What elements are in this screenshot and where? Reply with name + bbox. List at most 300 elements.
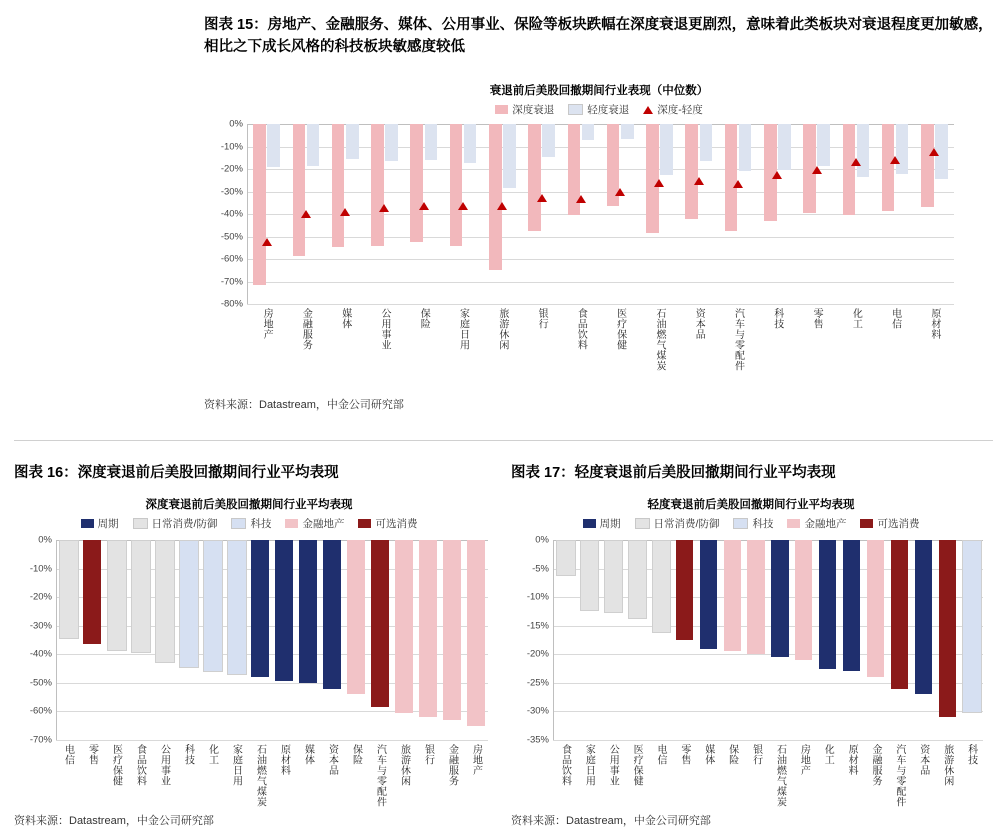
chart-17-plot <box>526 534 983 746</box>
x-axis-tick-text: 汽车与零配件 <box>732 308 744 371</box>
bar-mild-recession <box>542 124 555 157</box>
bar-group <box>326 124 365 304</box>
y-axis-tick-label: -20% <box>526 648 549 660</box>
marker-diff <box>301 210 311 218</box>
chart-15-legend <box>204 96 994 117</box>
x-axis-tick-text: 电信 <box>655 744 666 765</box>
exhibit-15-title <box>204 14 994 59</box>
x-axis-tick-label <box>836 308 875 371</box>
y-axis-tick-label: -60% <box>220 253 243 265</box>
bar-group <box>720 540 744 740</box>
x-axis-tick-text: 金融服务 <box>870 744 882 786</box>
marker-diff <box>890 156 900 164</box>
x-axis-tick-text: 媒体 <box>339 308 351 329</box>
chart-15-x-labels <box>247 308 954 371</box>
bar-group <box>483 124 522 304</box>
y-axis-tick-label: -30% <box>220 186 243 197</box>
x-axis-tick-label <box>640 308 679 371</box>
x-axis-tick-label <box>404 308 443 371</box>
y-axis-tick-label: -50% <box>220 231 243 242</box>
bar-group <box>959 540 983 740</box>
x-axis-tick-label <box>247 308 286 371</box>
marker-diff <box>379 204 389 212</box>
bar-group <box>104 540 128 740</box>
bar-deep-recession <box>332 124 345 247</box>
x-axis-tick-text: 医疗保健 <box>110 744 122 786</box>
legend-item <box>495 102 554 117</box>
x-axis-tick-text: 电信 <box>889 308 901 329</box>
legend-label: 周期 <box>97 518 119 530</box>
chart-16-title: 深度衰退前后美股回撤期间行业平均表现 <box>145 499 353 511</box>
x-axis-tick-text: 银行 <box>536 308 548 329</box>
x-axis-tick-text: 资本品 <box>326 744 338 776</box>
bar <box>867 540 884 677</box>
y-axis-tick-label: 0% <box>535 534 549 546</box>
x-axis-tick-text: 旅游休闲 <box>941 744 953 786</box>
y-axis-tick-label: -30% <box>526 705 549 717</box>
legend-item <box>231 516 271 531</box>
x-axis-tick-label <box>797 308 836 371</box>
y-axis-tick-label: 0% <box>38 534 52 546</box>
marker-diff <box>851 158 861 166</box>
x-axis-tick-text: 金融服务 <box>446 744 458 786</box>
legend-swatch-icon <box>133 518 148 529</box>
bar-group <box>404 124 443 304</box>
chart-17-x-labels <box>553 744 983 807</box>
bar <box>891 540 908 689</box>
marker-diff <box>419 202 429 210</box>
bar-group <box>248 540 272 740</box>
grid-line <box>56 740 488 741</box>
y-axis-tick-label: -50% <box>29 677 52 689</box>
x-axis-tick-label <box>744 744 768 807</box>
marker-diff <box>733 180 743 188</box>
x-axis-tick-label <box>679 308 718 371</box>
legend-swatch-icon <box>860 519 873 528</box>
legend-item <box>568 102 629 117</box>
x-axis-tick-text: 保险 <box>350 744 362 765</box>
legend-item <box>583 516 621 531</box>
x-axis-tick-text: 医疗保健 <box>614 308 626 350</box>
bar-deep-recession <box>528 124 541 231</box>
x-axis-tick-label <box>152 744 176 807</box>
exhibit-17-title: 图表 17：轻度衰退前后美股回撤期间行业平均表现 <box>511 465 836 481</box>
bar <box>747 540 764 654</box>
legend-marker-icon <box>643 106 653 114</box>
bar-deep-recession <box>371 124 384 246</box>
x-axis-tick-label <box>601 744 625 807</box>
x-axis-tick-label <box>56 744 80 807</box>
x-axis-tick-label <box>553 744 577 807</box>
x-axis-tick-label <box>365 308 404 371</box>
bar <box>819 540 836 669</box>
y-axis-tick-label: -70% <box>29 734 52 746</box>
chart-17-source: 资料来源：Datastream，中金公司研究部 <box>511 815 711 827</box>
y-axis-tick-label: -25% <box>526 677 549 689</box>
bar-mild-recession <box>582 124 595 140</box>
x-axis-tick-label <box>104 744 128 807</box>
x-axis-tick-label <box>440 744 464 807</box>
bar <box>939 540 956 717</box>
x-axis-tick-label <box>792 744 816 807</box>
legend-swatch-icon <box>635 518 650 529</box>
bar-group <box>792 540 816 740</box>
legend-label: 日常消费/防御 <box>151 518 218 530</box>
legend-label: 科技 <box>250 518 272 530</box>
bar-group <box>649 540 673 740</box>
legend-swatch-icon <box>583 519 596 528</box>
legend-item <box>643 102 703 117</box>
bar-group <box>152 540 176 740</box>
bar-mild-recession <box>660 124 673 175</box>
x-axis-tick-label <box>286 308 325 371</box>
bar-group <box>816 540 840 740</box>
x-axis-tick-text: 零售 <box>811 308 823 329</box>
x-axis-tick-label <box>248 744 272 807</box>
y-axis-tick-label: 0% <box>229 118 243 130</box>
x-axis-tick-label <box>696 744 720 807</box>
x-axis-tick-text: 石油燃气煤炭 <box>774 744 786 807</box>
x-axis-tick-text: 石油燃气煤炭 <box>653 308 665 371</box>
x-axis-tick-text: 汽车与零配件 <box>893 744 905 807</box>
bar-mild-recession <box>778 124 791 170</box>
x-axis-tick-text: 旅游休闲 <box>496 308 508 350</box>
chart-15-source: 资料来源：Datastream，中金公司研究部 <box>204 399 404 411</box>
marker-diff <box>340 208 350 216</box>
bar <box>395 540 412 713</box>
grid-line <box>553 740 983 741</box>
x-axis-tick-label <box>176 744 200 807</box>
bar-deep-recession <box>882 124 895 211</box>
x-axis-tick-label <box>649 744 673 807</box>
y-axis-tick-label: -40% <box>29 648 52 660</box>
legend-item <box>133 516 218 531</box>
chart-17-legend <box>511 510 991 531</box>
exhibit-15-title-text: 图表 15：房地产、金融服务、媒体、公用事业、保险等板块跌幅在深度衰退更剧烈，意味着此类板块对衰退程度更加敏感，相比之下成长风格的科技板块敏感度较低 <box>204 17 993 56</box>
x-axis-tick-text: 化工 <box>206 744 218 765</box>
legend-swatch-icon <box>733 518 748 529</box>
bar <box>915 540 932 694</box>
marker-diff <box>576 195 586 203</box>
x-axis-tick-text: 科技 <box>182 744 194 765</box>
bar-deep-recession <box>410 124 423 242</box>
x-axis-tick-label <box>522 308 561 371</box>
x-axis-tick-text: 食品饮料 <box>559 744 571 786</box>
bar-series-group <box>247 124 954 304</box>
bar <box>107 540 126 651</box>
x-axis-tick-text: 银行 <box>422 744 434 765</box>
x-axis-tick-text: 公用事业 <box>158 744 170 786</box>
bar-mild-recession <box>385 124 398 161</box>
bar-deep-recession <box>725 124 738 231</box>
x-axis-tick-text: 零售 <box>86 744 98 765</box>
x-axis-tick-text: 石油燃气煤炭 <box>254 744 266 807</box>
x-axis-tick-label <box>768 744 792 807</box>
x-axis-tick-text: 旅游休闲 <box>398 744 410 786</box>
x-axis-tick-text: 房地产 <box>798 744 810 776</box>
bar-group <box>577 540 601 740</box>
y-axis-tick-label: -15% <box>526 620 549 632</box>
legend-label: 轻度衰退 <box>587 104 630 116</box>
y-axis-tick-label: -10% <box>29 563 52 575</box>
legend-label: 可选消费 <box>877 518 920 530</box>
x-axis-tick-text: 保险 <box>726 744 738 765</box>
x-axis-tick-label <box>392 744 416 807</box>
bar <box>227 540 246 675</box>
bar <box>556 540 575 576</box>
bar <box>347 540 364 694</box>
bar-mild-recession <box>700 124 713 161</box>
x-axis-tick-text: 汽车与零配件 <box>374 744 386 807</box>
y-axis-tick-label: -60% <box>29 705 52 717</box>
legend-swatch-icon <box>358 519 371 528</box>
exhibit-16-title: 图表 16：深度衰退前后美股回撤期间行业平均表现 <box>14 465 339 481</box>
bar <box>604 540 623 613</box>
bar-group <box>368 540 392 740</box>
bar-group <box>56 540 80 740</box>
bar-deep-recession <box>253 124 266 285</box>
bar-group <box>272 540 296 740</box>
legend-label: 周期 <box>599 518 621 530</box>
bar-series-group <box>553 540 983 740</box>
legend-label: 可选消费 <box>375 518 418 530</box>
bar-group <box>744 540 768 740</box>
y-axis-tick-label: -20% <box>29 591 52 603</box>
x-axis-tick-text: 资本品 <box>693 308 705 340</box>
x-axis-tick-label <box>443 308 482 371</box>
marker-diff <box>262 238 272 246</box>
bar-deep-recession <box>293 124 306 256</box>
bar-group <box>836 124 875 304</box>
bar-group <box>887 540 911 740</box>
bar-group <box>561 124 600 304</box>
bar <box>251 540 268 677</box>
chart-16-legend <box>14 510 484 531</box>
legend-label: 金融地产 <box>804 518 847 530</box>
bar-mild-recession <box>346 124 359 159</box>
y-axis-tick-label: -35% <box>526 734 549 746</box>
bar-series-group <box>56 540 488 740</box>
y-axis-tick-label: -80% <box>220 298 243 310</box>
bar-deep-recession <box>843 124 856 215</box>
marker-diff <box>497 202 507 210</box>
marker-diff <box>694 177 704 185</box>
x-axis-tick-text: 媒体 <box>702 744 714 765</box>
x-axis-tick-label <box>915 308 954 371</box>
bar-group <box>443 124 482 304</box>
chart-16-plot <box>29 534 488 746</box>
x-axis-tick-label <box>80 744 104 807</box>
x-axis-tick-label <box>320 744 344 807</box>
y-axis-tick-label: -70% <box>220 276 243 287</box>
x-axis-tick-label <box>876 308 915 371</box>
bar-group <box>640 124 679 304</box>
bar-group <box>672 540 696 740</box>
x-axis-tick-label <box>326 308 365 371</box>
x-axis-tick-label <box>816 744 840 807</box>
bar-group <box>224 540 248 740</box>
marker-diff <box>772 171 782 179</box>
bar-mild-recession <box>857 124 870 177</box>
x-axis-tick-label <box>864 744 888 807</box>
legend-label: 金融地产 <box>302 518 345 530</box>
x-axis-tick-label <box>344 744 368 807</box>
x-axis-tick-text: 食品饮料 <box>134 744 146 786</box>
bar-group <box>911 540 935 740</box>
bar-mild-recession <box>896 124 909 174</box>
bar <box>443 540 460 720</box>
bar-mild-recession <box>267 124 280 167</box>
x-axis-tick-text: 电信 <box>62 744 74 765</box>
x-axis-tick-text: 原材料 <box>928 308 940 340</box>
bar <box>652 540 671 633</box>
marker-diff <box>615 188 625 196</box>
bar-group <box>296 540 320 740</box>
bar <box>467 540 484 726</box>
grid-line <box>247 304 954 305</box>
x-axis-tick-text: 家庭日用 <box>457 308 469 350</box>
x-axis-tick-text: 化工 <box>822 744 834 765</box>
bar-deep-recession <box>685 124 698 219</box>
legend-label: 日常消费/防御 <box>653 518 720 530</box>
bar-group <box>696 540 720 740</box>
bar <box>700 540 717 649</box>
bar <box>962 540 981 713</box>
bar-group <box>416 540 440 740</box>
x-axis-tick-label <box>672 744 696 807</box>
bar <box>795 540 812 660</box>
x-axis-tick-text: 科技 <box>965 744 977 765</box>
bar <box>580 540 599 611</box>
chart-15-title: 衰退前后美股回撤期间行业表现（中位数） <box>489 85 709 97</box>
bar-group <box>768 540 792 740</box>
bar <box>628 540 647 619</box>
x-axis-tick-text: 原材料 <box>278 744 290 776</box>
x-axis-tick-label <box>959 744 983 807</box>
bar <box>155 540 174 663</box>
bar <box>724 540 741 651</box>
marker-diff <box>929 148 939 156</box>
x-axis-tick-label <box>368 744 392 807</box>
bar-group <box>553 540 577 740</box>
y-axis-tick-label: -10% <box>220 141 243 152</box>
chart-15-plot <box>220 118 954 310</box>
divider <box>14 440 993 441</box>
legend-swatch-icon <box>568 104 583 115</box>
x-axis-tick-label <box>758 308 797 371</box>
bar <box>275 540 292 681</box>
bar-group <box>464 540 488 740</box>
bar-group <box>392 540 416 740</box>
bar-group <box>935 540 959 740</box>
legend-item <box>733 516 773 531</box>
bar-mild-recession <box>739 124 752 171</box>
chart-16-x-labels <box>56 744 488 807</box>
bar <box>59 540 78 639</box>
bar-group <box>758 124 797 304</box>
bar-group <box>128 540 152 740</box>
x-axis-tick-text: 公用事业 <box>378 308 390 350</box>
bar-deep-recession <box>489 124 502 270</box>
bar <box>203 540 222 672</box>
x-axis-tick-text: 公用事业 <box>607 744 619 786</box>
bar-mild-recession <box>425 124 438 160</box>
legend-swatch-icon <box>495 105 508 114</box>
x-axis-tick-label <box>200 744 224 807</box>
x-axis-tick-label <box>224 744 248 807</box>
bar-mild-recession <box>464 124 477 163</box>
bar <box>371 540 388 707</box>
bar-deep-recession <box>450 124 463 246</box>
x-axis-tick-text: 零售 <box>678 744 690 765</box>
legend-item <box>635 516 720 531</box>
bar <box>843 540 860 671</box>
legend-item <box>285 516 344 531</box>
bar <box>419 540 436 717</box>
x-axis-tick-label <box>840 744 864 807</box>
bar-group <box>718 124 757 304</box>
bar-group <box>286 124 325 304</box>
bar <box>676 540 693 640</box>
marker-diff <box>458 202 468 210</box>
legend-label: 深度-轻度 <box>657 104 703 116</box>
bar-mild-recession <box>307 124 320 166</box>
x-axis-tick-label <box>416 744 440 807</box>
bar-group <box>176 540 200 740</box>
legend-swatch-icon <box>81 519 94 528</box>
x-axis-tick-text: 房地产 <box>470 744 482 776</box>
legend-swatch-icon <box>285 519 298 528</box>
x-axis-tick-text: 原材料 <box>846 744 858 776</box>
bar-group <box>864 540 888 740</box>
x-axis-tick-text: 家庭日用 <box>230 744 242 786</box>
x-axis-tick-label <box>577 744 601 807</box>
x-axis-tick-label <box>911 744 935 807</box>
x-axis-tick-label <box>464 744 488 807</box>
x-axis-tick-text: 化工 <box>850 308 862 329</box>
x-axis-tick-text: 媒体 <box>302 744 314 765</box>
bar-group <box>344 540 368 740</box>
bar-mild-recession <box>621 124 634 139</box>
x-axis-tick-label <box>720 744 744 807</box>
x-axis-tick-label <box>561 308 600 371</box>
y-axis-tick-label: -20% <box>220 163 243 175</box>
y-axis-tick-label: -10% <box>526 591 549 603</box>
x-axis-tick-label <box>887 744 911 807</box>
bar-group <box>247 124 286 304</box>
x-axis-tick-text: 银行 <box>750 744 762 765</box>
bar-group <box>200 540 224 740</box>
marker-diff <box>812 166 822 174</box>
bar <box>323 540 340 689</box>
marker-diff <box>537 194 547 202</box>
bar-group <box>440 540 464 740</box>
legend-swatch-icon <box>231 518 246 529</box>
legend-item <box>81 516 119 531</box>
y-axis-tick-label: -30% <box>29 620 52 632</box>
bar <box>299 540 316 683</box>
bar-mild-recession <box>817 124 830 166</box>
bar-group <box>365 124 404 304</box>
bar <box>83 540 100 644</box>
bar-group <box>522 124 561 304</box>
x-axis-tick-text: 家庭日用 <box>583 744 595 786</box>
x-axis-tick-text: 资本品 <box>917 744 929 776</box>
chart-16-source: 资料来源：Datastream，中金公司研究部 <box>14 815 214 827</box>
legend-label: 深度衰退 <box>512 104 555 116</box>
legend-label: 科技 <box>752 518 774 530</box>
x-axis-tick-label <box>935 744 959 807</box>
